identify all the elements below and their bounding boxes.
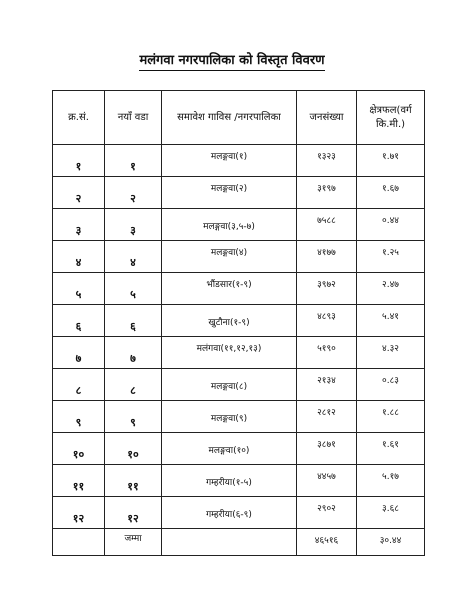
ward-cell: २ xyxy=(130,192,136,205)
ward-cell: ७ xyxy=(130,352,136,365)
population-cell: ५१९० xyxy=(317,344,336,354)
table-row xyxy=(53,145,425,177)
serial-cell: ७ xyxy=(75,352,82,365)
serial-cell: २ xyxy=(75,192,82,205)
area-cell: १.२५ xyxy=(382,248,399,258)
area-cell: १.८८ xyxy=(382,408,399,418)
vdc-cell: मलङ्गवा(३,५-७) xyxy=(203,222,255,232)
population-cell: ३८७१ xyxy=(317,440,336,450)
ward-cell: ११ xyxy=(127,480,139,493)
population-cell: ४८९३ xyxy=(317,312,336,322)
header-merged-vdc: समावेश गाविस /नगरपालिका xyxy=(162,91,297,145)
header-new-ward: नयाँ वडा xyxy=(105,91,162,145)
table-row xyxy=(53,401,425,433)
serial-cell: ३ xyxy=(75,224,82,237)
vdc-cell: गम्हरीया(१-५) xyxy=(206,478,252,488)
table-row xyxy=(53,337,425,369)
total-label: जम्मा xyxy=(124,534,142,544)
vdc-cell: खुटौना(१-९) xyxy=(208,318,250,328)
area-cell: २.४७ xyxy=(382,280,399,290)
serial-cell: १ xyxy=(75,160,82,173)
ward-cell: ४ xyxy=(130,256,136,269)
ward-cell: १० xyxy=(127,448,139,461)
vdc-cell: मलङ्गवा(१०) xyxy=(208,446,250,456)
table-row xyxy=(53,369,425,401)
vdc-cell: भौंडसार(१-९) xyxy=(206,280,252,290)
serial-cell: ६ xyxy=(75,320,82,333)
serial-cell: ९ xyxy=(75,416,82,429)
vdc-cell: मलंगवा(११,१२,१३) xyxy=(196,344,262,354)
serial-cell: ८ xyxy=(75,384,82,397)
ward-cell: ३ xyxy=(130,224,136,237)
population-cell: २८१२ xyxy=(317,408,336,418)
serial-cell: ५ xyxy=(75,288,82,301)
table-row xyxy=(53,209,425,241)
total-population: ४६५१६ xyxy=(314,536,339,546)
population-cell: २९०२ xyxy=(317,504,336,514)
ward-cell: १२ xyxy=(127,512,139,525)
vdc-cell: मलङ्गवा(२) xyxy=(210,184,248,194)
table-row xyxy=(53,433,425,465)
population-cell: ३१९७ xyxy=(317,184,336,194)
population-cell: ३९७२ xyxy=(317,280,336,290)
area-cell: ४.३२ xyxy=(382,344,399,354)
area-cell: ३.६८ xyxy=(382,504,399,514)
table-row xyxy=(53,465,425,497)
header-serial: क्र.सं. xyxy=(53,91,105,145)
ward-details-table xyxy=(52,90,425,556)
population-cell: १३२३ xyxy=(317,152,336,162)
table-row xyxy=(53,177,425,209)
header-area: क्षेत्रफल(वर्ग कि.मी.) xyxy=(357,91,425,145)
population-cell: ४४५७ xyxy=(317,472,336,482)
vdc-cell: गम्हरीया(६-९) xyxy=(206,510,252,520)
area-cell: १.७१ xyxy=(382,152,399,162)
area-cell: ५.१७ xyxy=(382,472,399,482)
title-text: मलंगवा नगरपालिका को विस्तृत विवरण xyxy=(139,53,324,71)
page-title xyxy=(0,50,464,68)
area-cell: ५.४१ xyxy=(382,312,399,322)
table-row xyxy=(53,273,425,305)
total-empty-cell xyxy=(162,529,297,556)
area-cell: १.६७ xyxy=(382,184,399,194)
population-cell: ७५८८ xyxy=(317,216,336,226)
ward-cell: १ xyxy=(130,160,136,173)
population-cell: २१३४ xyxy=(317,376,336,386)
area-cell: ०.८३ xyxy=(382,376,399,386)
area-cell: ०.४४ xyxy=(382,216,399,226)
vdc-cell: मलङ्गवा(८) xyxy=(210,382,248,392)
table-row xyxy=(53,241,425,273)
table-row xyxy=(53,497,425,529)
ward-cell: ५ xyxy=(130,288,136,301)
population-cell: ४१७७ xyxy=(317,248,336,258)
total-empty-cell xyxy=(53,529,105,556)
total-row xyxy=(53,529,425,556)
table-row xyxy=(53,305,425,337)
ward-cell: ८ xyxy=(130,384,136,397)
vdc-cell: मलङ्गवा(१) xyxy=(210,152,248,162)
serial-cell: ४ xyxy=(75,256,82,269)
table-header-row xyxy=(53,91,425,145)
header-population: जनसंख्या xyxy=(297,91,357,145)
serial-cell: ११ xyxy=(72,480,85,493)
serial-cell: १२ xyxy=(72,512,85,525)
vdc-cell: मलङ्गवा(९) xyxy=(210,414,248,424)
area-cell: १.६१ xyxy=(382,440,399,450)
total-area: ३०.४४ xyxy=(379,536,402,546)
ward-cell: ६ xyxy=(130,320,136,333)
serial-cell: १० xyxy=(72,448,85,461)
vdc-cell: मलङ्गवा(४) xyxy=(210,248,248,258)
ward-cell: ९ xyxy=(130,416,136,429)
